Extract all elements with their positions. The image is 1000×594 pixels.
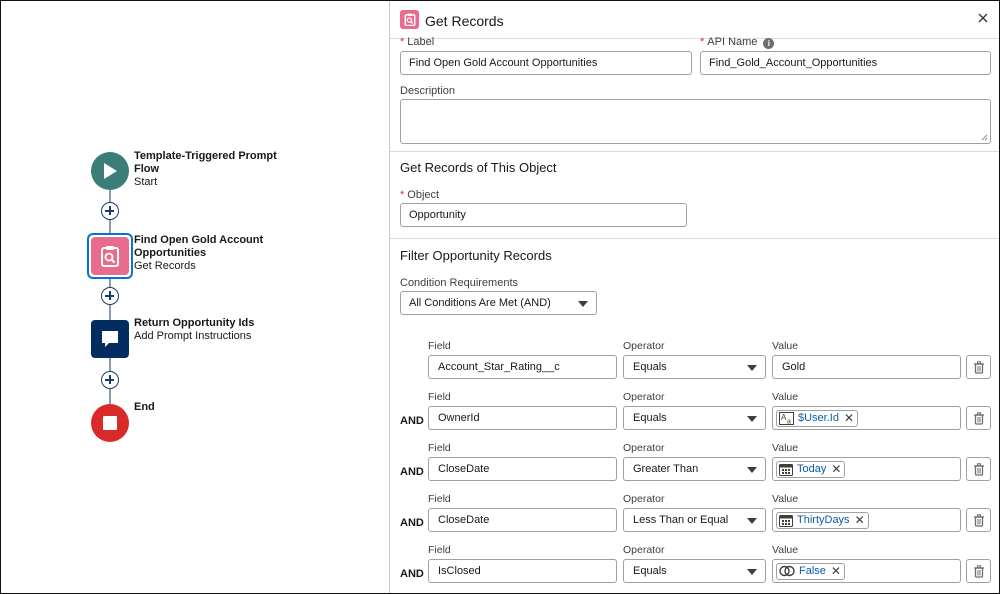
clipboard-search-icon xyxy=(400,10,419,29)
condition-operator-text: Equals xyxy=(633,361,667,373)
speech-bubble-icon xyxy=(100,329,120,349)
api-name-field-label: * API Name i xyxy=(700,36,774,49)
resource-pill[interactable] xyxy=(776,410,858,427)
calendar-icon xyxy=(779,463,793,476)
field-column-label: Field xyxy=(428,493,451,505)
condition-value-input[interactable] xyxy=(772,355,961,379)
field-column-label: Field xyxy=(428,442,451,454)
condition-operator-select[interactable] xyxy=(623,559,766,583)
condition-value-input[interactable] xyxy=(772,508,961,532)
chevron-down-icon xyxy=(747,467,757,473)
condition-logic-label: AND xyxy=(400,415,424,427)
operator-column-label: Operator xyxy=(623,442,665,454)
value-column-label: Value xyxy=(772,391,799,403)
condition-row xyxy=(390,544,999,593)
get-records-node[interactable] xyxy=(91,237,129,275)
add-element-button[interactable] xyxy=(101,287,119,305)
start-node-label xyxy=(134,150,284,189)
resource-pill[interactable] xyxy=(776,461,845,478)
operator-column-label: Operator xyxy=(623,391,665,403)
close-icon[interactable] xyxy=(975,10,991,26)
get-records-node-label xyxy=(134,234,284,273)
operator-column-label: Operator xyxy=(623,544,665,556)
condition-logic-label: AND xyxy=(400,517,424,529)
condition-row xyxy=(390,391,999,442)
condition-field-input[interactable] xyxy=(428,406,617,430)
delete-condition-button[interactable] xyxy=(966,406,991,430)
description-textarea[interactable] xyxy=(400,99,991,144)
label-input[interactable]: Find Open Gold Account Opportunities xyxy=(400,51,692,75)
node-type: Add Prompt Instructions xyxy=(134,330,252,342)
play-icon xyxy=(102,162,118,180)
delete-condition-button[interactable] xyxy=(966,559,991,583)
description-label: Description xyxy=(400,85,456,97)
divider xyxy=(390,151,999,152)
divider xyxy=(390,238,999,239)
condition-value-input[interactable] xyxy=(772,457,961,481)
condition-field-input[interactable] xyxy=(428,355,617,379)
condition-field-input[interactable] xyxy=(428,559,617,583)
node-title: Template-Triggered Prompt Flow xyxy=(134,150,277,175)
properties-panel xyxy=(389,1,999,593)
condition-field-text: Account_Star_Rating__c xyxy=(438,361,560,373)
end-node-label xyxy=(134,401,155,414)
condition-row xyxy=(390,442,999,493)
text-resource-icon xyxy=(779,412,794,425)
panel-title: Get Records xyxy=(425,13,504,29)
condition-row xyxy=(390,493,999,544)
chevron-down-icon xyxy=(747,518,757,524)
resource-name: False xyxy=(799,565,826,577)
svg-text:A: A xyxy=(781,412,787,422)
stop-icon xyxy=(102,415,118,431)
condition-field-input[interactable] xyxy=(428,508,617,532)
start-node[interactable] xyxy=(91,152,129,190)
resource-name: $User.Id xyxy=(798,412,839,424)
condition-operator-select[interactable] xyxy=(623,406,766,430)
trash-icon xyxy=(973,514,985,527)
api-name-text: API Name xyxy=(707,36,758,48)
end-node[interactable] xyxy=(91,404,129,442)
node-title: End xyxy=(134,401,155,413)
condition-row xyxy=(390,340,999,391)
value-column-label: Value xyxy=(772,493,799,505)
resource-pill[interactable] xyxy=(776,563,845,580)
chevron-down-icon xyxy=(747,365,757,371)
add-element-button[interactable] xyxy=(101,371,119,389)
node-type: Start xyxy=(134,176,158,188)
prompt-instructions-node[interactable] xyxy=(91,320,129,358)
remove-resource-icon[interactable]: ✕ xyxy=(854,513,865,527)
remove-resource-icon[interactable]: ✕ xyxy=(843,411,855,425)
condition-requirements-value: All Conditions Are Met (AND) xyxy=(409,297,551,309)
condition-field-text: CloseDate xyxy=(438,463,490,475)
condition-field-text: OwnerId xyxy=(438,412,480,424)
node-type: Get Records xyxy=(134,260,196,272)
condition-operator-select[interactable] xyxy=(623,355,766,379)
condition-operator-text: Greater Than xyxy=(633,463,699,475)
operator-column-label: Operator xyxy=(623,493,665,505)
resource-pill[interactable] xyxy=(776,512,869,529)
delete-condition-button[interactable] xyxy=(966,508,991,532)
condition-operator-select[interactable] xyxy=(623,457,766,481)
add-element-button[interactable] xyxy=(101,202,119,220)
object-label-text: Object xyxy=(407,189,440,201)
remove-resource-icon[interactable]: ✕ xyxy=(830,564,841,578)
condition-requirements-label: Condition Requirements xyxy=(400,277,519,289)
condition-operator-text: Equals xyxy=(633,412,667,424)
toggle-icon xyxy=(779,565,795,577)
operator-column-label: Operator xyxy=(623,340,665,352)
value-column-label: Value xyxy=(772,340,799,352)
clipboard-search-icon xyxy=(100,245,120,267)
trash-icon xyxy=(973,463,985,476)
calendar-icon xyxy=(779,514,793,527)
condition-value-input[interactable] xyxy=(772,406,961,430)
trash-icon xyxy=(973,361,985,374)
condition-field-input[interactable] xyxy=(428,457,617,481)
condition-value-text: Gold xyxy=(782,361,806,373)
delete-condition-button[interactable] xyxy=(966,355,991,379)
resource-name: Today xyxy=(797,463,827,475)
chevron-down-icon xyxy=(747,569,757,575)
condition-value-input[interactable] xyxy=(772,559,961,583)
condition-field-text: CloseDate xyxy=(438,514,490,526)
condition-operator-select[interactable] xyxy=(623,508,766,532)
label-field-label: * Label xyxy=(400,36,435,48)
flow-canvas[interactable] xyxy=(1,1,389,593)
field-column-label: Field xyxy=(428,544,451,556)
delete-condition-button[interactable] xyxy=(966,457,991,481)
panel-header xyxy=(390,1,999,39)
remove-resource-icon[interactable]: ✕ xyxy=(831,462,842,476)
condition-field-text: IsClosed xyxy=(438,565,481,577)
condition-logic-label: AND xyxy=(400,568,424,580)
condition-logic-label: AND xyxy=(400,466,424,478)
api-name-input[interactable]: Find_Gold_Account_Opportunities xyxy=(700,51,991,75)
trash-icon xyxy=(973,412,985,425)
resize-grip-icon[interactable] xyxy=(981,134,988,141)
filter-section-title: Filter Opportunity Records xyxy=(400,248,552,263)
object-field-label: * Object xyxy=(400,189,440,201)
condition-requirements-select[interactable] xyxy=(400,291,597,315)
value-column-label: Value xyxy=(772,544,799,556)
chevron-down-icon xyxy=(747,416,757,422)
trash-icon xyxy=(973,565,985,578)
condition-operator-text: Less Than or Equal xyxy=(633,514,729,526)
info-icon[interactable]: i xyxy=(763,38,774,49)
node-title: Find Open Gold Account Opportunities xyxy=(134,234,264,259)
condition-operator-text: Equals xyxy=(633,565,667,577)
value-column-label: Value xyxy=(772,442,799,454)
object-input[interactable]: Opportunity xyxy=(400,203,687,227)
svg-text:a: a xyxy=(787,418,791,425)
resource-name: ThirtyDays xyxy=(797,514,850,526)
node-title: Return Opportunity Ids xyxy=(134,317,255,329)
object-section-title: Get Records of This Object xyxy=(400,160,557,175)
label-text: Label xyxy=(407,36,435,48)
chevron-down-icon xyxy=(578,301,588,307)
prompt-node-label xyxy=(134,317,294,343)
field-column-label: Field xyxy=(428,340,451,352)
field-column-label: Field xyxy=(428,391,451,403)
